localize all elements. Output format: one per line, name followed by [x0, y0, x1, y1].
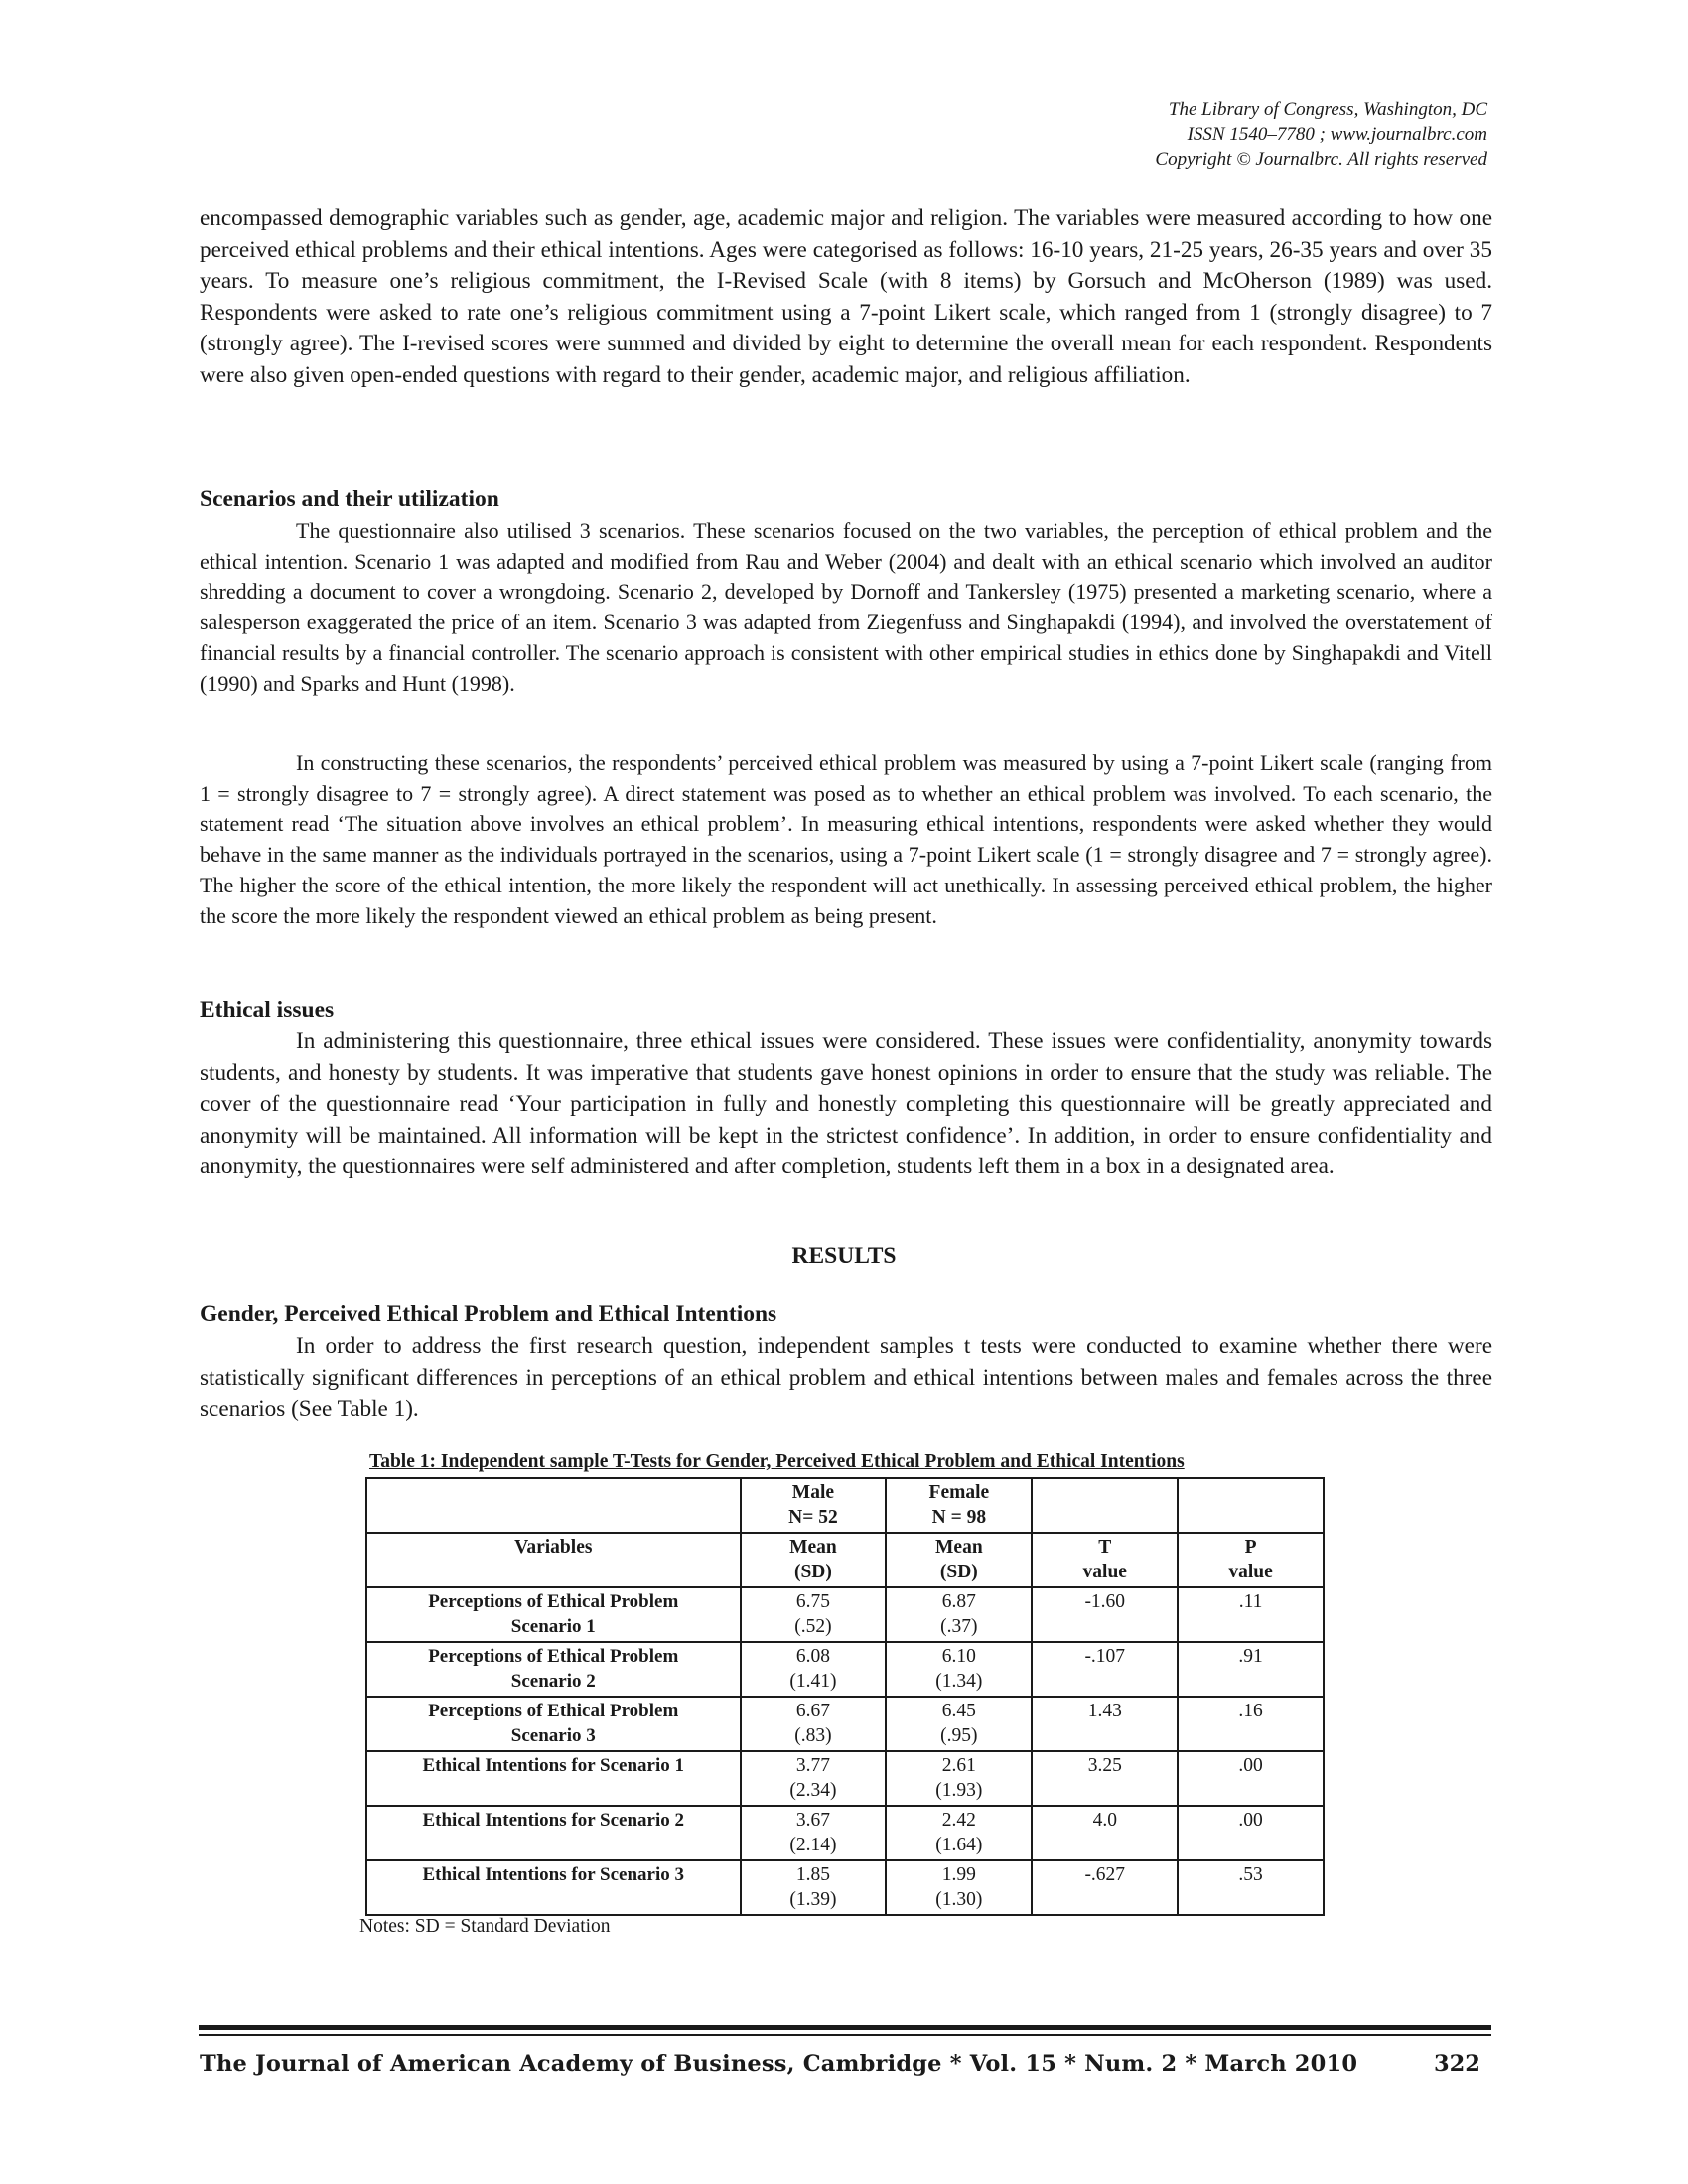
footer-rule-thin: [199, 2034, 1491, 2036]
male-cell-male_mean: 6.67: [795, 1701, 830, 1721]
gender-heading: Gender, Perceived Ethical Problem and Ethical Intentions: [200, 1301, 777, 1327]
male-cell: [741, 1751, 887, 1806]
table-row: [366, 1860, 1324, 1915]
variable-cell-var2: Scenario 3: [510, 1725, 596, 1746]
variable-cell-var1: Perceptions of Ethical Problem: [428, 1701, 679, 1721]
male-cell-male_sd: (1.39): [789, 1889, 837, 1910]
male-cell-male_sd: (2.34): [789, 1780, 837, 1801]
variable-cell: [366, 1642, 741, 1697]
variables-header-label: Variables: [514, 1537, 593, 1558]
female-mean-label: Mean: [935, 1537, 983, 1558]
ethical-text: In administering this questionnaire, three ethical issues were considered. These issues were confidentiality, anonymity towards students, and honesty by students. It was imperative that students gave honest opinions in order to ensure that the study was reliable. The cover of the questionnaire read ‘Your participation in fully and honestly completing this questionnaire will be greatly appreciated and anonymity will be maintained. All information will be kept in the strictest confidence’. In addition, in order to ensure confidentiality and anonymity, the questionnaires were self administered and after completion, students left them in a box in a designated area.: [200, 1028, 1492, 1179]
empty-header-cell: [1178, 1478, 1324, 1533]
running-header: [1155, 97, 1487, 172]
female-sd-label: (SD): [939, 1562, 978, 1582]
intro-paragraph: [200, 204, 1492, 391]
p-value-header: [1178, 1533, 1324, 1587]
table-row: [366, 1642, 1324, 1697]
male-cell: [741, 1806, 887, 1860]
table-row: [366, 1806, 1324, 1860]
p-value-cell-p: .00: [1238, 1755, 1263, 1776]
table-body: [366, 1587, 1324, 1915]
table-group-header-row: [366, 1478, 1324, 1533]
variable-cell-var1: Perceptions of Ethical Problem: [428, 1591, 679, 1612]
variables-header: [366, 1533, 741, 1587]
t-value-cell: [1032, 1806, 1178, 1860]
p-value-cell: [1178, 1860, 1324, 1915]
header-line-3: Copyright © Journalbrc. All rights reserved: [1155, 149, 1487, 170]
t-value-cell-t: -1.60: [1084, 1591, 1126, 1612]
t-value-cell-t: -.627: [1084, 1864, 1126, 1885]
male-cell-male_sd: (1.41): [789, 1671, 837, 1692]
female-cell-female_mean: 6.10: [941, 1646, 976, 1667]
scenarios-text-1: The questionnaire also utilised 3 scenarios. These scenarios focused on the two variables, the perception of ethical problem and the ethical intention. Scenario 1 was adapted and modified from Rau and Weber (2004) and dealt with an ethical scenario which involved an auditor shredding a document to cover a wrongdoing. Scenario 2, developed by Dornoff and Tankersley (1975) presented a marketing scenario, where a salesperson exaggerated the price of an item. Scenario 3 was adapted from Ziegenfuss and Singhapakdi (1994), and involved the overstatement of financial results by a financial controller. The scenario approach is consistent with other empirical studies in ethics done by Singhapakdi and Vitell (1990) and Sparks and Hunt (1998).: [200, 518, 1492, 696]
male-mean-header: [741, 1533, 887, 1587]
female-cell-female_mean: 2.61: [941, 1755, 976, 1776]
gender-paragraph: [200, 1331, 1492, 1426]
footer-journal-citation: The Journal of American Academy of Business, Cambridge * Vol. 15 * Num. 2 * March 2010: [200, 2051, 1358, 2077]
ethical-section-heading: [200, 995, 1492, 1026]
t-value-cell: [1032, 1697, 1178, 1751]
t-value-label: value: [1082, 1562, 1127, 1582]
gender-section-heading: [200, 1299, 1492, 1331]
scenarios-section-heading: [200, 484, 1492, 516]
table-row: [366, 1587, 1324, 1642]
male-cell: [741, 1642, 887, 1697]
table-row: [366, 1751, 1324, 1806]
male-group-header: [741, 1478, 887, 1533]
female-cell-female_sd: (1.30): [935, 1889, 983, 1910]
page-number: 322: [1434, 2051, 1480, 2077]
t-value-header: [1032, 1533, 1178, 1587]
female-n: N = 98: [931, 1507, 987, 1528]
female-cell-female_sd: (1.93): [935, 1780, 983, 1801]
female-cell: [886, 1697, 1032, 1751]
variable-cell: [366, 1587, 741, 1642]
male-cell-male_sd: (.83): [794, 1725, 832, 1746]
p-value-cell-p: .53: [1238, 1864, 1263, 1885]
male-n: N= 52: [788, 1507, 838, 1528]
female-cell-female_sd: (1.64): [935, 1835, 983, 1855]
table-column-header-row: [366, 1533, 1324, 1587]
scenarios-paragraph-2: [200, 749, 1492, 931]
t-value-cell-t: -.107: [1084, 1646, 1126, 1667]
header-line-1: The Library of Congress, Washington, DC: [1168, 99, 1487, 120]
variable-cell-var2: Scenario 1: [510, 1616, 596, 1637]
female-cell-female_sd: (.37): [940, 1616, 978, 1637]
t-value-cell: [1032, 1860, 1178, 1915]
male-label: Male: [791, 1482, 835, 1503]
table-title: Table 1: Independent sample T-Tests for Gender, Perceived Ethical Problem and Ethical Intentions: [369, 1451, 1185, 1472]
gender-text: In order to address the first research question, independent samples t tests were conducted to examine whether there were statistically significant differences in perceptions of an ethical problem and ethical intentions between males and females across the three scenarios (See Table 1).: [200, 1333, 1492, 1422]
female-cell-female_sd: (.95): [940, 1725, 978, 1746]
male-cell-male_mean: 6.75: [795, 1591, 830, 1612]
female-cell-female_mean: 6.87: [941, 1591, 976, 1612]
female-cell: [886, 1751, 1032, 1806]
variable-cell-var1: Ethical Intentions for Scenario 2: [422, 1810, 685, 1831]
t-value-cell: [1032, 1642, 1178, 1697]
t-value-cell-t: 1.43: [1087, 1701, 1122, 1721]
male-cell-male_mean: 6.08: [795, 1646, 830, 1667]
female-mean-header: [886, 1533, 1032, 1587]
t-value-cell-t: 4.0: [1092, 1810, 1117, 1831]
results-table: [365, 1477, 1325, 1916]
female-cell-female_mean: 1.99: [941, 1864, 976, 1885]
scenarios-paragraph-1: [200, 516, 1492, 699]
variable-cell: [366, 1697, 741, 1751]
variable-cell-var1: Perceptions of Ethical Problem: [428, 1646, 679, 1667]
intro-text: encompassed demographic variables such as gender, age, academic major and religion. The variables were measured according to how one perceived ethical problems and their ethical intentions. Ages were categorised as follows: 16-10 years, 21-25 years, 26-35 years and over 35 years. To measure one’s religious commitment, the I-Revised Scale (with 8 items) by Gorsuch and McOherson (1989) was used. Respondents were asked to rate one’s religious commitment using a 7-point Likert scale, which ranged from 1 (strongly disagree) to 7 (strongly agree). The I-revised scores were summed and divided by eight to determine the overall mean for each respondent. Respondents were also given open-ended questions with regard to their gender, academic major, and religious affiliation.: [200, 205, 1492, 388]
male-cell: [741, 1697, 887, 1751]
p-value-cell: [1178, 1642, 1324, 1697]
p-value-cell-p: .00: [1238, 1810, 1263, 1831]
table-row: [366, 1697, 1324, 1751]
female-cell: [886, 1587, 1032, 1642]
female-cell-female_mean: 6.45: [941, 1701, 976, 1721]
t-value-cell: [1032, 1587, 1178, 1642]
male-cell-male_sd: (.52): [794, 1616, 832, 1637]
results-heading: RESULTS: [791, 1243, 897, 1269]
t-value-cell: [1032, 1751, 1178, 1806]
female-cell: [886, 1806, 1032, 1860]
variable-cell: [366, 1806, 741, 1860]
header-line-2: ISSN 1540–7780 ; www.journalbrc.com: [1187, 124, 1487, 145]
female-label: Female: [928, 1482, 990, 1503]
female-cell-female_mean: 2.42: [941, 1810, 976, 1831]
male-mean-label: Mean: [789, 1537, 837, 1558]
scenarios-text-2: In constructing these scenarios, the respondents’ perceived ethical problem was measured by using a 7-point Likert scale (ranging from 1 = strongly disagree to 7 = strongly agree). A direct statement was posed as to whether an ethical problem was involved. To each scenario, the statement read ‘The situation above involves an ethical problem’. In measuring ethical intentions, respondents were asked whether they would behave in the same manner as the individuals portrayed in the scenarios, using a 7-point Likert scale (1 = strongly disagree and 7 = strongly agree). The higher the score of the ethical intention, the more likely the respondent will act unethically. In assessing perceived ethical problem, the higher the score the more likely the respondent viewed an ethical problem as being present.: [200, 751, 1492, 928]
variable-cell-var1: Ethical Intentions for Scenario 3: [422, 1864, 685, 1885]
p-value-cell-p: .91: [1238, 1646, 1263, 1667]
p-value-cell: [1178, 1751, 1324, 1806]
ethical-paragraph: [200, 1026, 1492, 1183]
t-value-cell-t: 3.25: [1087, 1755, 1122, 1776]
male-cell: [741, 1587, 887, 1642]
male-cell-male_mean: 1.85: [795, 1864, 830, 1885]
ethical-heading: Ethical issues: [200, 997, 335, 1023]
p-value-cell-p: .16: [1238, 1701, 1263, 1721]
variable-cell: [366, 1751, 741, 1806]
p-value-cell-p: .11: [1238, 1591, 1263, 1612]
footer-rule-thick: [199, 2025, 1491, 2030]
t-label: T: [1098, 1537, 1112, 1558]
empty-header-cell: [1032, 1478, 1178, 1533]
p-value-label: value: [1228, 1562, 1273, 1582]
p-value-cell: [1178, 1587, 1324, 1642]
female-group-header: [886, 1478, 1032, 1533]
scenarios-heading: Scenarios and their utilization: [200, 486, 499, 512]
male-cell-male_mean: 3.67: [795, 1810, 830, 1831]
variable-cell-var1: Ethical Intentions for Scenario 1: [422, 1755, 685, 1776]
female-cell-female_sd: (1.34): [935, 1671, 983, 1692]
table-notes: Notes: SD = Standard Deviation: [359, 1916, 611, 1937]
male-cell-male_mean: 3.77: [795, 1755, 830, 1776]
p-value-cell: [1178, 1806, 1324, 1860]
female-cell: [886, 1860, 1032, 1915]
male-sd-label: (SD): [793, 1562, 832, 1582]
female-cell: [886, 1642, 1032, 1697]
p-label: P: [1244, 1537, 1257, 1558]
male-cell: [741, 1860, 887, 1915]
variable-cell: [366, 1860, 741, 1915]
variable-cell-var2: Scenario 2: [510, 1671, 596, 1692]
male-cell-male_sd: (2.14): [789, 1835, 837, 1855]
empty-header-cell: [366, 1478, 741, 1533]
p-value-cell: [1178, 1697, 1324, 1751]
